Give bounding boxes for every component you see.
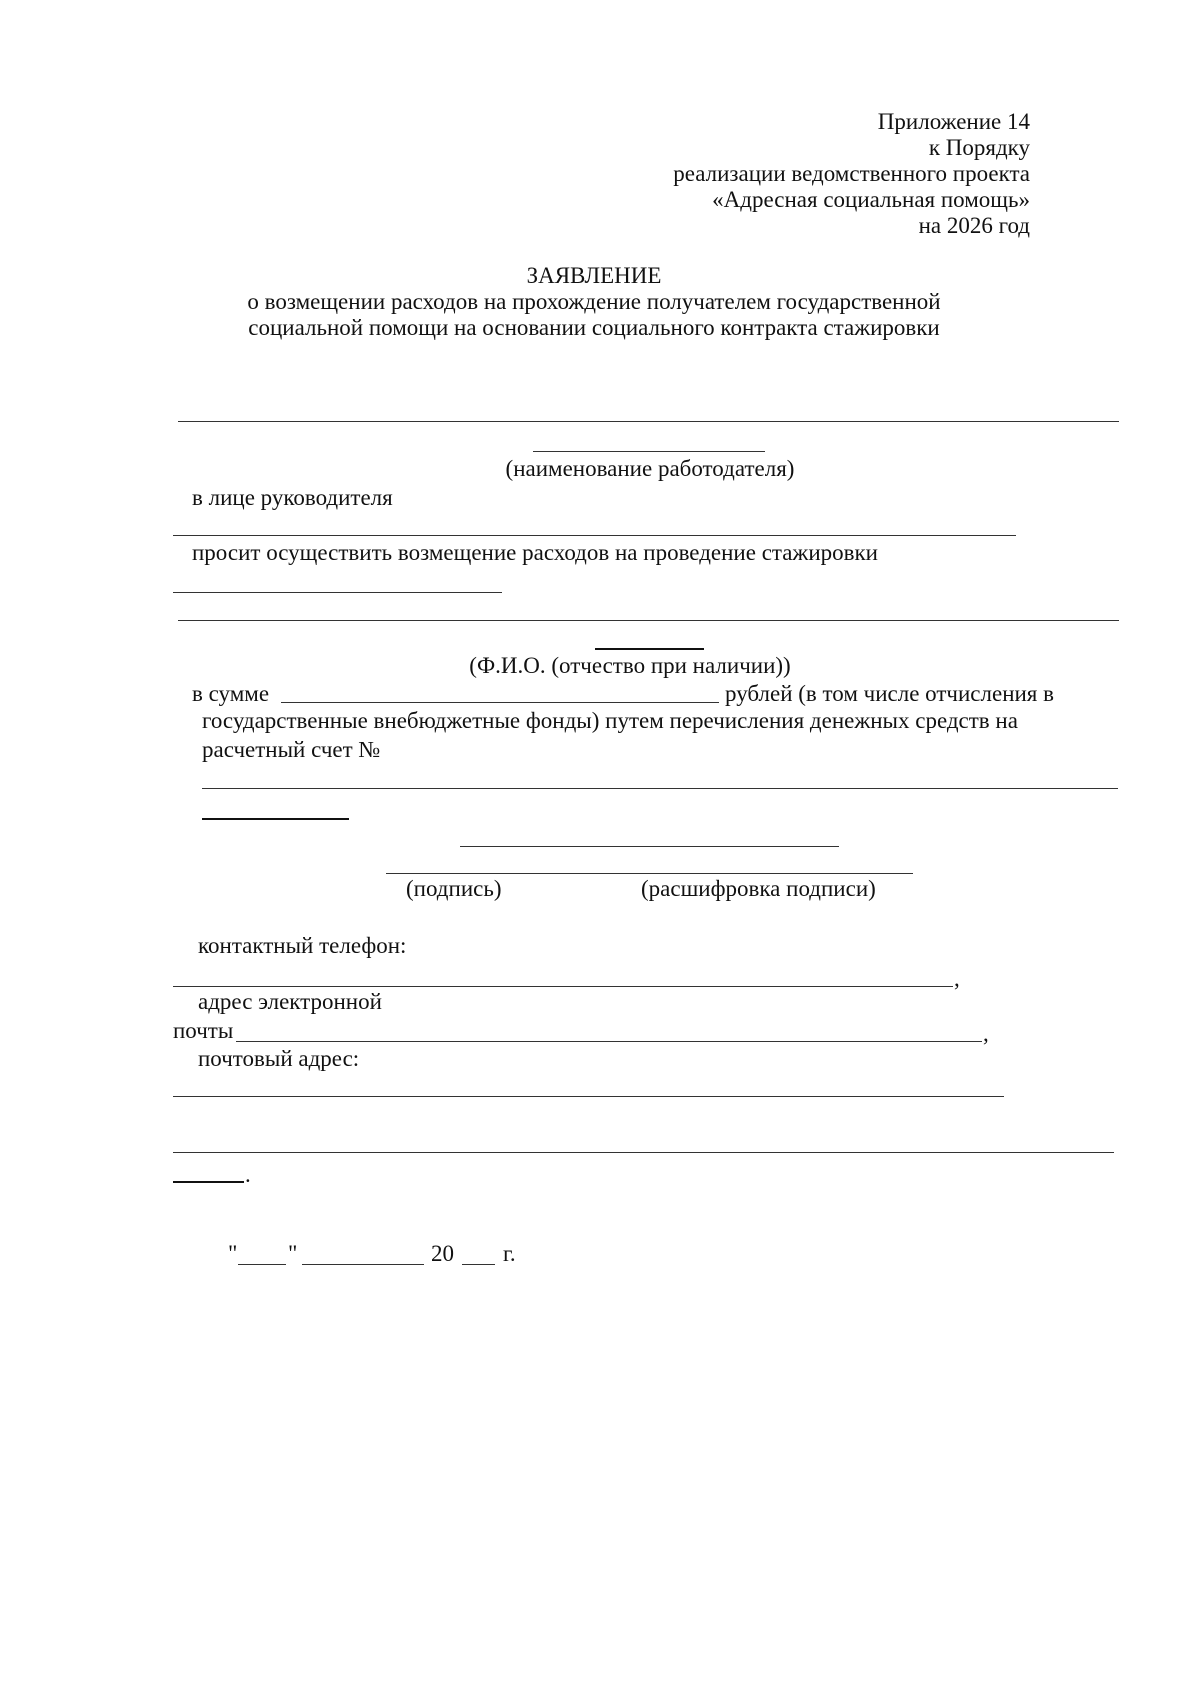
sum-input-line	[281, 702, 719, 703]
appendix-year: на 2026 год	[918, 213, 1030, 238]
signature-line-upper	[460, 846, 839, 847]
postal-label: почтовый адрес:	[198, 1046, 360, 1071]
trainee-name-line-small	[595, 648, 704, 650]
fio-caption: (Ф.И.О. (отчество при наличии))	[469, 653, 791, 678]
email-label-line-1: адрес электронной	[198, 989, 382, 1014]
date-open-quote: "	[228, 1241, 238, 1266]
postal-period: .	[245, 1162, 251, 1187]
account-label: расчетный счет №	[202, 737, 381, 762]
phone-comma: ,	[954, 966, 960, 991]
document-subtitle-line-2: социальной помощи на основании социального контракта стажировки	[248, 315, 940, 340]
manager-name-line	[173, 535, 1016, 536]
date-year-suffix: г.	[503, 1241, 516, 1266]
sum-suffix: рублей (в том числе отчисления в	[725, 681, 1054, 706]
email-label-line-2: почты	[173, 1018, 234, 1043]
date-month-line	[302, 1264, 424, 1265]
account-number-line	[202, 788, 1118, 789]
employer-caption: (наименование работодателя)	[505, 456, 795, 481]
trainee-line-short	[173, 592, 502, 593]
signature-decoding-caption: (расшифровка подписи)	[641, 876, 876, 901]
funds-text: государственные внебюджетные фонды) путем перечисления денежных средств на	[202, 708, 1018, 733]
date-year-line	[462, 1264, 495, 1265]
appendix-reference: к Порядку	[928, 135, 1030, 160]
document-subtitle-line-1: о возмещении расходов на прохождение получателем государственной	[247, 289, 941, 314]
signature-line	[386, 873, 913, 874]
appendix-project-name: «Адресная социальная помощь»	[712, 187, 1030, 212]
account-number-line-short	[202, 818, 349, 820]
appendix-project-line: реализации ведомственного проекта	[673, 161, 1030, 186]
email-comma: ,	[983, 1021, 989, 1046]
date-day-line	[238, 1264, 286, 1265]
postal-address-line-2	[173, 1152, 1114, 1153]
employer-name-line	[178, 421, 1119, 422]
postal-address-line-short	[173, 1181, 244, 1183]
email-input-line	[236, 1041, 982, 1042]
phone-input-line	[173, 986, 953, 987]
postal-address-line-1	[173, 1096, 1004, 1097]
represented-by-label: в лице руководителя	[192, 485, 393, 510]
date-close-quote: "	[288, 1241, 298, 1266]
trainee-name-line	[178, 620, 1119, 621]
phone-label: контактный телефон:	[198, 933, 407, 958]
sum-label: в сумме	[192, 681, 270, 706]
appendix-number: Приложение 14	[877, 109, 1030, 134]
document-title: ЗАЯВЛЕНИЕ	[526, 263, 662, 288]
date-year-prefix: 20	[431, 1241, 454, 1266]
request-text: просит осуществить возмещение расходов на проведение стажировки	[192, 540, 878, 565]
employer-name-line-short	[533, 451, 765, 452]
signature-caption: (подпись)	[406, 876, 502, 901]
